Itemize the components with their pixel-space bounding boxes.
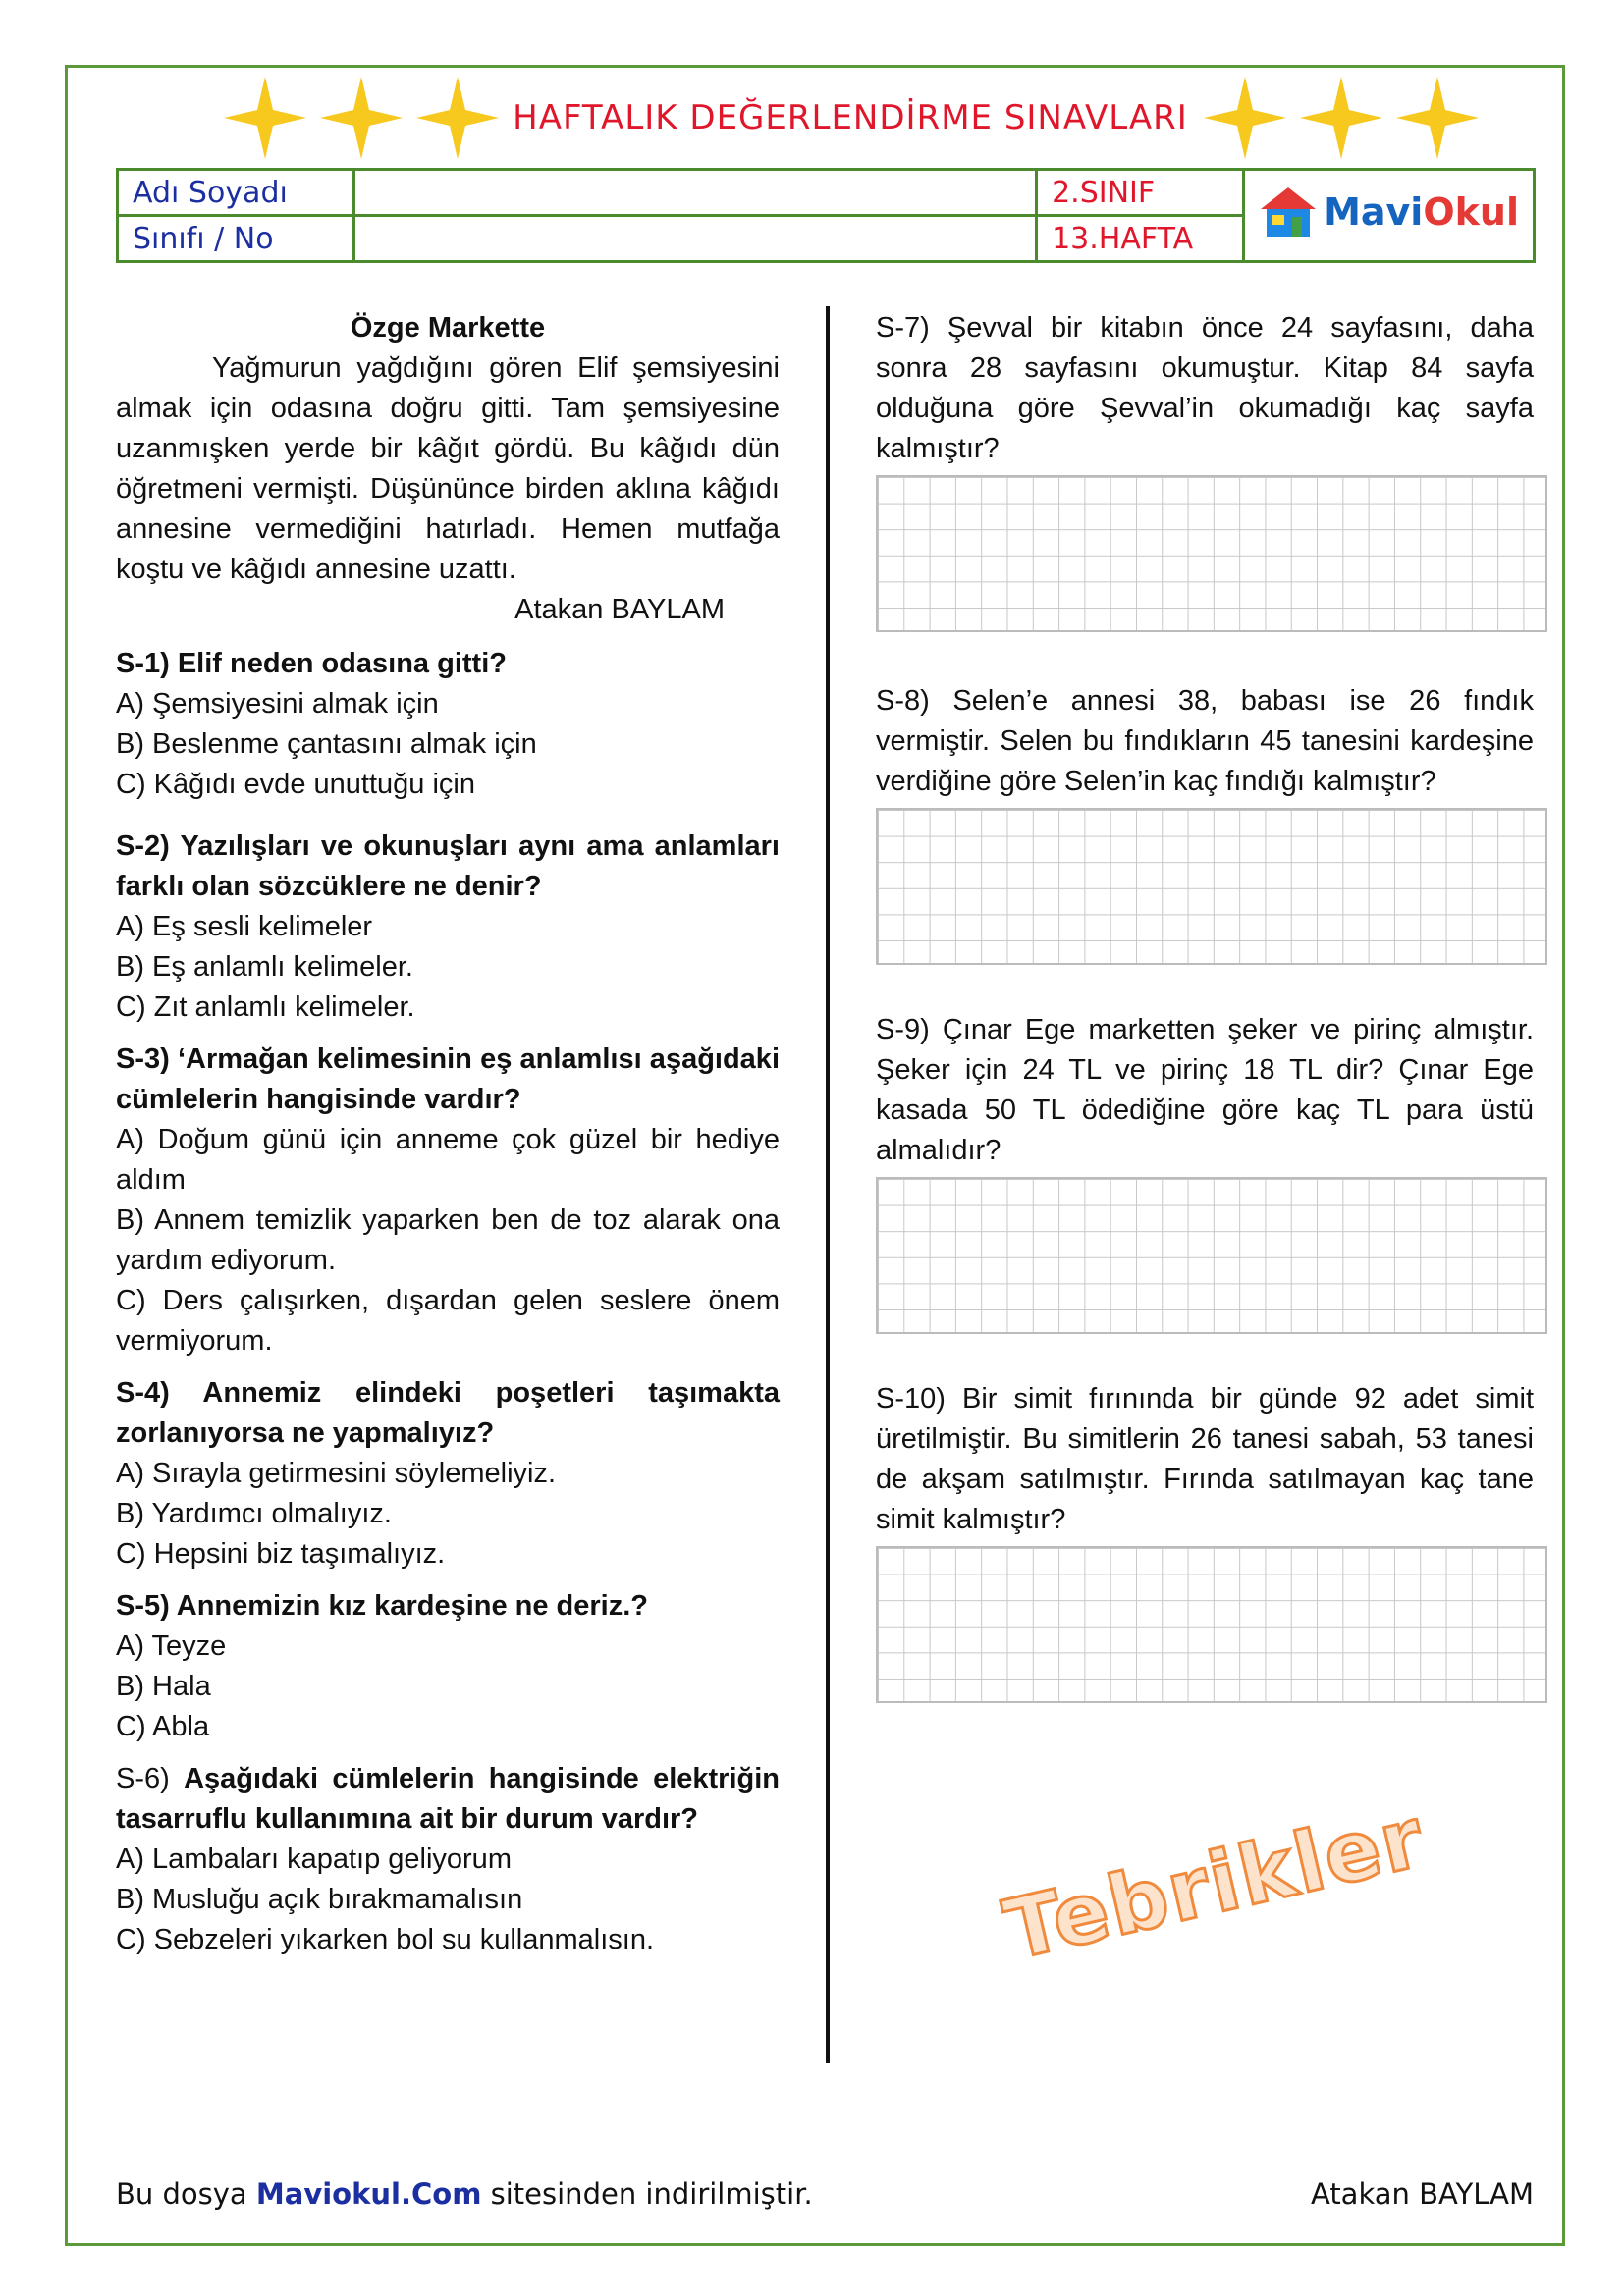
footer-author: Atakan BAYLAM bbox=[1310, 2177, 1534, 2211]
stars-right bbox=[1194, 77, 1489, 159]
footer-suffix: sitesinden indirilmiştir. bbox=[481, 2177, 813, 2211]
house-icon bbox=[1259, 186, 1318, 239]
star-icon bbox=[320, 77, 403, 159]
logo-cell bbox=[1244, 170, 1535, 262]
star-icon bbox=[1396, 77, 1479, 159]
question-s9 bbox=[876, 1010, 1534, 1334]
star-icon bbox=[416, 77, 499, 159]
option-a[interactable]: A) Şemsiyesini almak için bbox=[116, 688, 439, 720]
grade-label: 2.SINIF bbox=[1037, 170, 1244, 216]
week-label: 13.HAFTA bbox=[1037, 216, 1244, 262]
option-a[interactable]: A) Lambaları kapatıp geliyorum bbox=[116, 1843, 512, 1875]
question-s5 bbox=[116, 1586, 780, 1747]
question-s4 bbox=[116, 1373, 780, 1575]
option-a[interactable]: A) Doğum günü için anneme çok güzel bir hediye aldım bbox=[116, 1124, 780, 1196]
answer-grid[interactable] bbox=[876, 808, 1547, 965]
class-field[interactable] bbox=[354, 216, 1037, 262]
stars-left bbox=[224, 77, 509, 159]
option-b[interactable]: B) Annem temizlik yaparken ben de toz alarak ona yardım ediyorum. bbox=[116, 1204, 780, 1276]
option-a[interactable]: A) Sırayla getirmesini söylemeliyiz. bbox=[116, 1458, 557, 1489]
question-text: S-1) Elif neden odasına gitti? bbox=[116, 648, 507, 679]
option-b[interactable]: B) Musluğu açık bırakmamalısın bbox=[116, 1884, 523, 1915]
question-text: S-4) Annemiz elindeki poşetleri taşımakta zorlanıyorsa ne yapmalıyız? bbox=[116, 1377, 780, 1449]
question-number: S-6) bbox=[116, 1763, 185, 1794]
story-text: Yağmurun yağdığını gören Elif şemsiyesini almak için odasına doğru gitti. Tam şemsiyesine uzanmışken yerde bir kâğıt gördü. Bu kâğıdı dün öğretmeni vermişti. Düşününce birden aklına kâğıdı annesine vermediğini hatırladı. Hemen mutfağa koştu ve kâğıdı annesine uzattı. bbox=[116, 352, 780, 585]
option-c[interactable]: C) Kâğıdı evde unuttuğu için bbox=[116, 769, 475, 800]
class-label: Sınıfı / No bbox=[118, 216, 354, 262]
question-s2 bbox=[116, 827, 780, 1028]
answer-grid[interactable] bbox=[876, 1177, 1547, 1334]
question-text: S-10) Bir simit fırınında bir günde 92 adet simit üretilmiştir. Bu simitlerin 26 tanesi sabah, 53 tanesi de akşam satılmıştır. Fırında satılmayan kaç tane simit kalmıştır? bbox=[876, 1383, 1534, 1535]
maviokul-logo bbox=[1259, 186, 1519, 239]
question-s10 bbox=[876, 1379, 1534, 1703]
name-label: Adı Soyadı bbox=[118, 170, 354, 216]
option-c[interactable]: C) Ders çalışırken, dışardan gelen seslere önem vermiyorum. bbox=[116, 1285, 780, 1357]
answer-grid[interactable] bbox=[876, 1546, 1547, 1703]
star-icon bbox=[1204, 77, 1286, 159]
story-title: Özge Markette bbox=[350, 312, 546, 344]
question-s3 bbox=[116, 1040, 780, 1362]
option-b[interactable]: B) Hala bbox=[116, 1671, 211, 1702]
option-a[interactable]: A) Teyze bbox=[116, 1630, 227, 1662]
option-a[interactable]: A) Eş sesli kelimeler bbox=[116, 911, 373, 942]
question-s6 bbox=[116, 1759, 780, 1960]
question-s8 bbox=[876, 681, 1534, 965]
right-column bbox=[876, 308, 1534, 1703]
option-b[interactable]: B) Eş anlamlı kelimeler. bbox=[116, 951, 413, 983]
answer-grid[interactable] bbox=[876, 475, 1547, 632]
star-icon bbox=[1300, 77, 1382, 159]
footer-source bbox=[116, 2177, 813, 2211]
question-s7 bbox=[876, 308, 1534, 632]
name-field[interactable] bbox=[354, 170, 1037, 216]
question-text: S-8) Selen’e annesi 38, babası ise 26 fındık vermiştir. Selen bu fındıkların 45 tanesini kardeşine verdiğine göre Selen’in kaç fındığı kalmıştır? bbox=[876, 685, 1534, 797]
left-column bbox=[116, 308, 780, 1960]
question-text: S-3) ‘Armağan kelimesinin eş anlamlısı aşağıdaki cümlelerin hangisinde vardır? bbox=[116, 1043, 780, 1115]
option-c[interactable]: C) Hepsini biz taşımalıyız. bbox=[116, 1538, 446, 1570]
logo-text-okul: Okul bbox=[1423, 189, 1519, 234]
page-title: HAFTALIK DEĞERLENDİRME SINAVLARI bbox=[513, 98, 1188, 137]
logo-text-mavi: Mavi bbox=[1324, 189, 1424, 234]
footer-site-link[interactable]: Maviokul.Com bbox=[255, 2177, 482, 2211]
star-icon bbox=[224, 77, 306, 159]
question-body: Aşağıdaki cümlelerin hangisinde elektriğin tasarruflu kullanımına ait bir durum vardır? bbox=[116, 1763, 780, 1835]
story-author: Atakan BAYLAM bbox=[514, 594, 725, 625]
option-c[interactable]: C) Abla bbox=[116, 1711, 210, 1742]
column-divider bbox=[826, 306, 830, 2063]
student-info-table bbox=[116, 168, 1536, 263]
option-b[interactable]: B) Beslenme çantasını almak için bbox=[116, 728, 537, 760]
question-text: S-5) Annemizin kız kardeşine ne deriz.? bbox=[116, 1590, 649, 1622]
question-text: S-7) Şevval bir kitabın önce 24 sayfasını, daha sonra 28 sayfasını okumuştur. Kitap 84 sayfa olduğuna göre Şevval’in okumadığı kaç sayfa kalmıştır? bbox=[876, 312, 1534, 464]
congratulations-stamp: Tebrikler bbox=[996, 1789, 1434, 1979]
footer-prefix: Bu dosya bbox=[116, 2177, 256, 2211]
question-s1 bbox=[116, 644, 780, 805]
question-text: S-9) Çınar Ege marketten şeker ve pirinç almıştır. Şeker için 24 TL ve pirinç 18 TL dir? Çınar Ege kasada 50 TL ödediğine göre kaç TL para üstü almalıdır? bbox=[876, 1014, 1534, 1166]
option-c[interactable]: C) Sebzeleri yıkarken bol su kullanmalısın. bbox=[116, 1924, 655, 1955]
option-b[interactable]: B) Yardımcı olmalıyız. bbox=[116, 1498, 392, 1529]
question-text: S-2) Yazılışları ve okunuşları aynı ama anlamları farklı olan sözcüklere ne denir? bbox=[116, 830, 780, 902]
question-text bbox=[116, 1759, 780, 1840]
option-c[interactable]: C) Zıt anlamlı kelimeler. bbox=[116, 991, 415, 1023]
